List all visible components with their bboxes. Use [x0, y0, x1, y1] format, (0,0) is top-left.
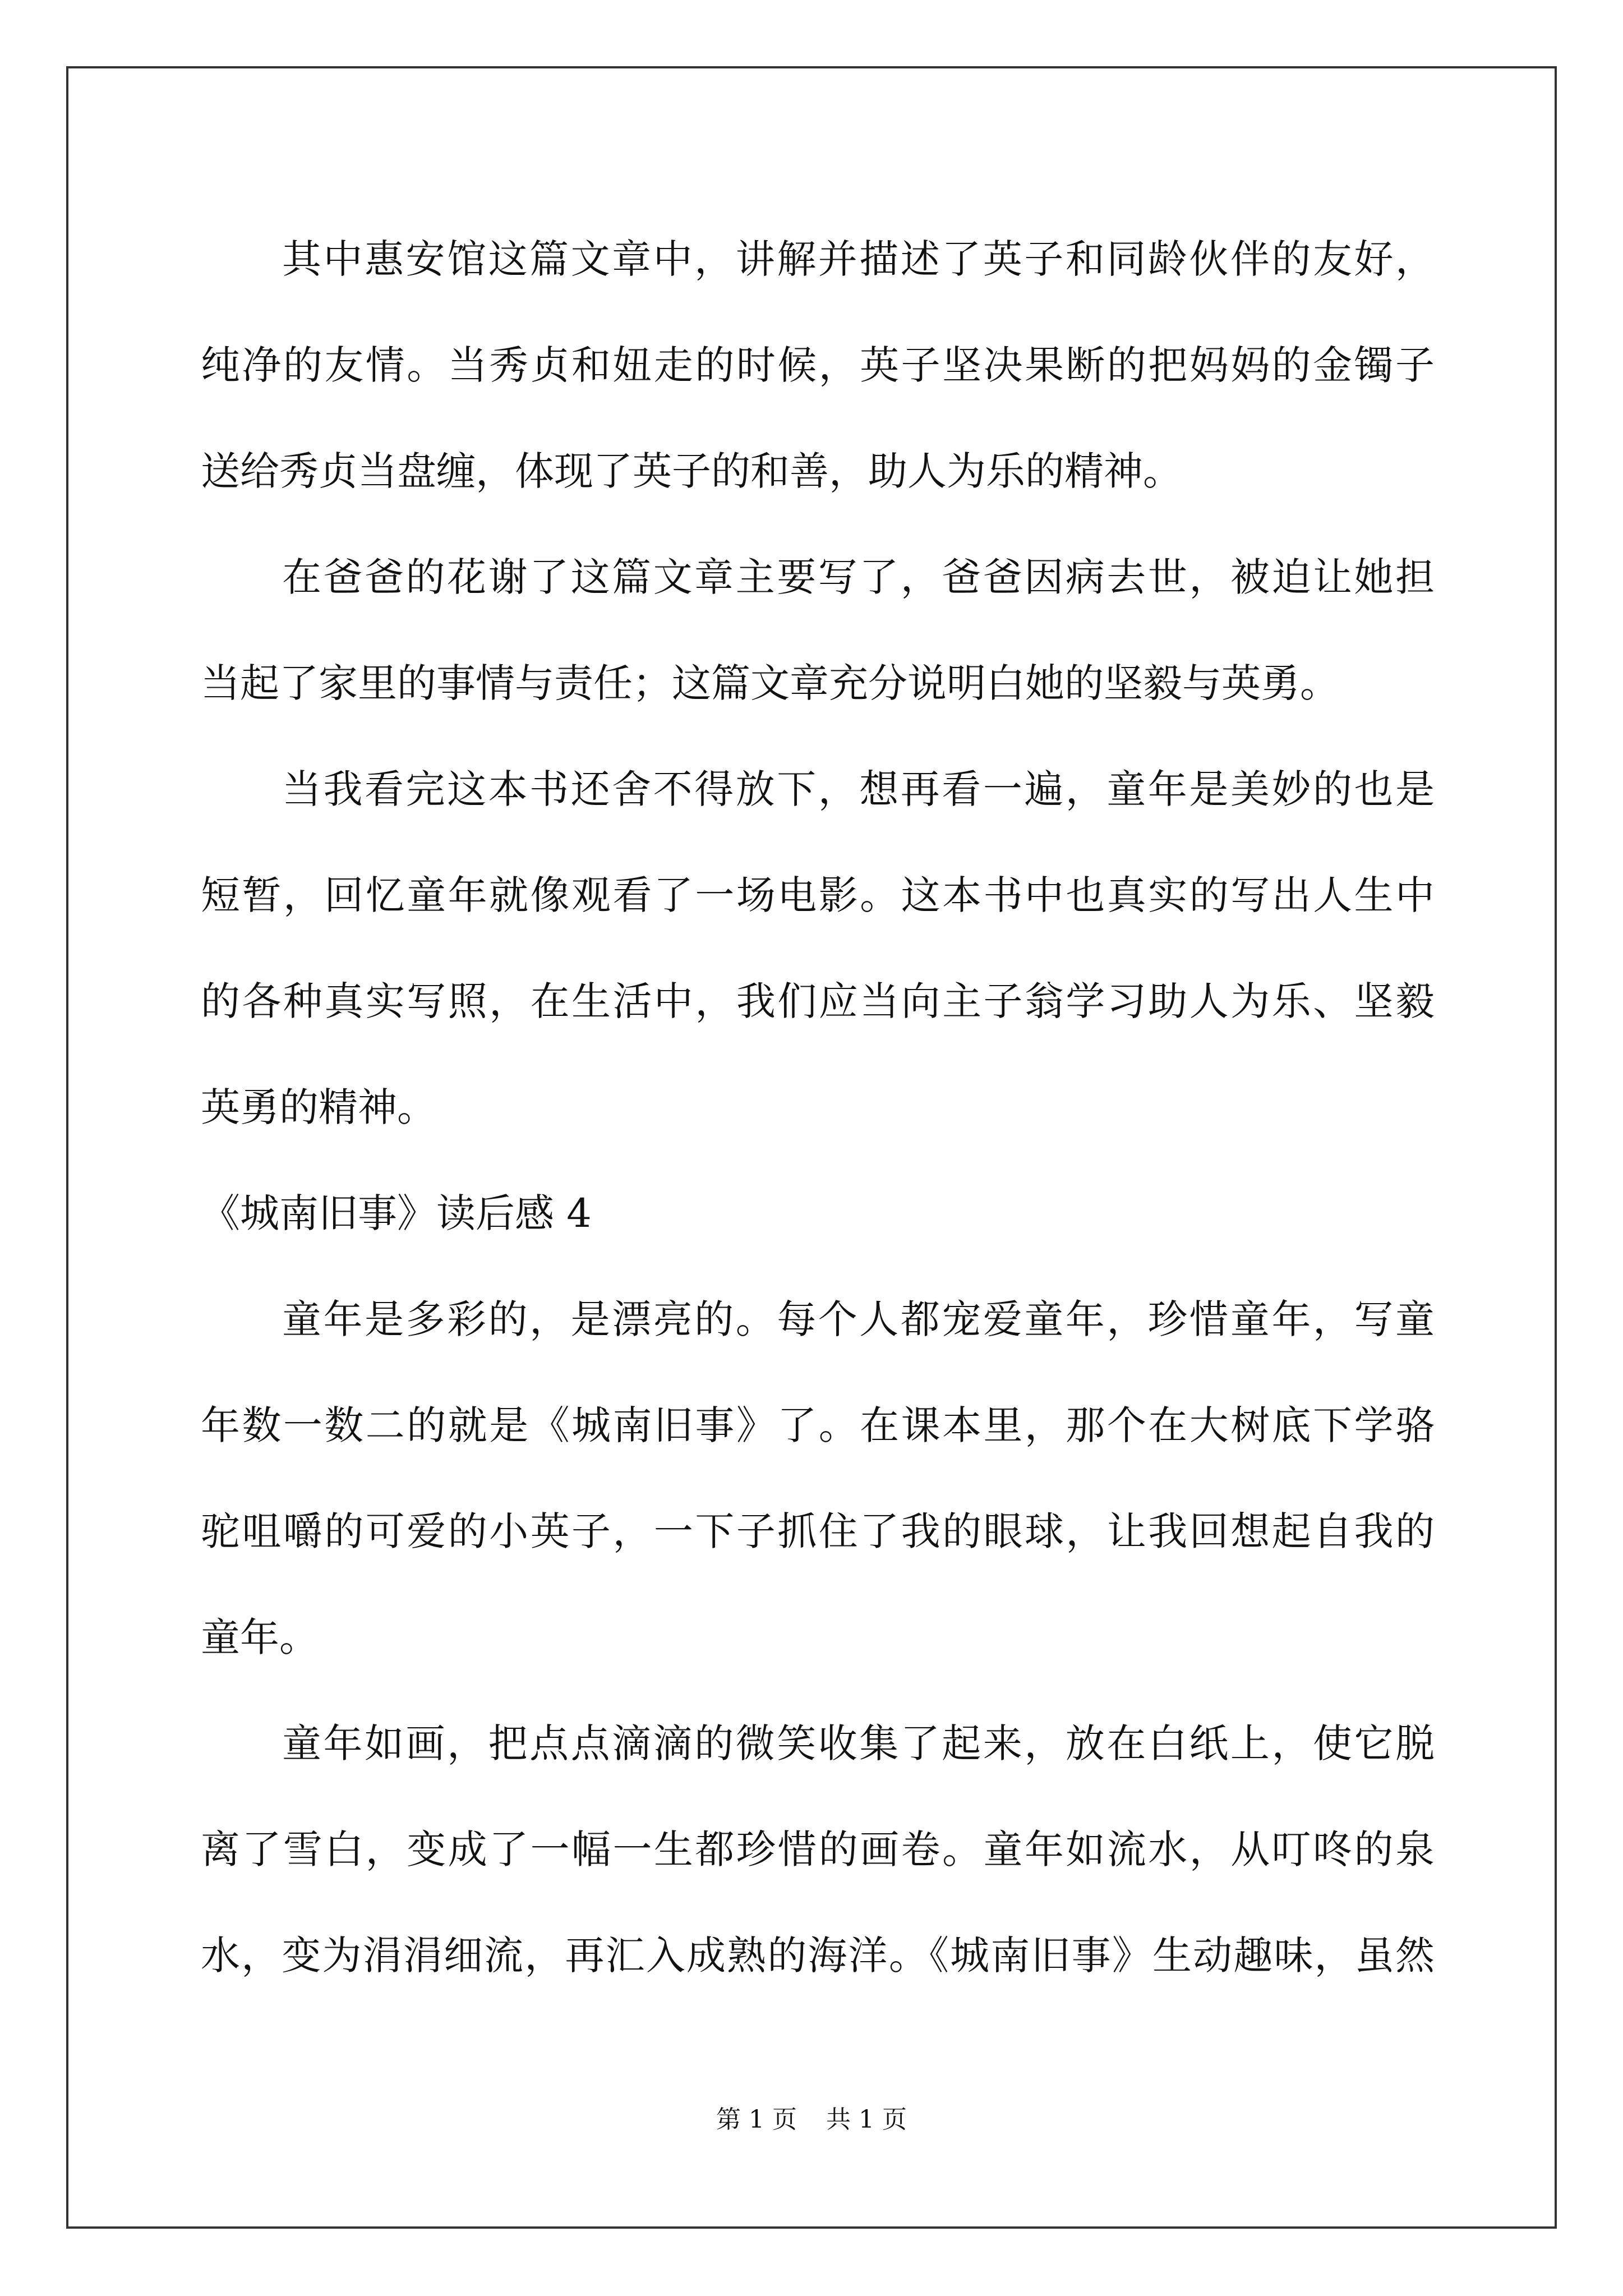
text-line: 童年。 — [201, 1614, 319, 1660]
text-line: 年数一数二的就是《城南旧事》了。在课本里，那个在大树底下学骆 — [201, 1402, 1435, 1448]
paragraph — [201, 1691, 1435, 2009]
section-heading: 《城南旧事》读后感 4 — [201, 1190, 592, 1236]
text-line: 水，变为涓涓细流，再汇入成熟的海洋。《城南旧事》生动趣味，虽然 — [201, 1932, 1435, 1978]
text-line: 短暂，回忆童年就像观看了一场电影。这本书中也真实的写出人生中 — [201, 872, 1435, 918]
page-footer — [0, 2099, 1623, 2135]
paragraph — [201, 524, 1435, 737]
text-line: 当起了家里的事情与责任；这篇文章充分说明白她的坚毅与英勇。 — [201, 660, 1339, 706]
text-line: 童年如画，把点点滴滴的微笑收集了起来，放在白纸上，使它脱 — [282, 1720, 1435, 1766]
text-line: 离了雪白，变成了一幅一生都珍惜的画卷。童年如流水，从叮咚的泉 — [201, 1826, 1435, 1872]
page-number: 第 1 页 — [716, 2105, 797, 2134]
text-line: 驼咀嚼的可爱的小英子，一下子抓住了我的眼球，让我回想起自我的 — [201, 1508, 1435, 1554]
text-line: 送给秀贞当盘缠，体现了英子的和善，助人为乐的精神。 — [201, 448, 1182, 494]
text-line: 的各种真实写照，在生活中，我们应当向主子翁学习助人为乐、坚毅 — [201, 978, 1435, 1024]
paragraph — [201, 1267, 1435, 1691]
text-line: 英勇的精神。 — [201, 1084, 436, 1130]
text-line: 童年是多彩的，是漂亮的。每个人都宠爱童年，珍惜童年，写童 — [282, 1296, 1435, 1342]
paragraph — [201, 737, 1435, 1161]
text-line: 在爸爸的花谢了这篇文章主要写了，爸爸因病去世，被迫让她担 — [282, 554, 1435, 600]
paragraph — [201, 206, 1435, 524]
page-total: 共 1 页 — [826, 2105, 907, 2134]
text-line: 其中惠安馆这篇文章中，讲解并描述了英子和同龄伙伴的友好， — [282, 236, 1435, 282]
text-line: 当我看完这本书还舍不得放下，想再看一遍，童年是美妙的也是 — [282, 766, 1435, 812]
document-body — [201, 206, 1435, 2009]
text-line: 纯净的友情。当秀贞和妞走的时候，英子坚决果断的把妈妈的金镯子 — [201, 342, 1435, 388]
